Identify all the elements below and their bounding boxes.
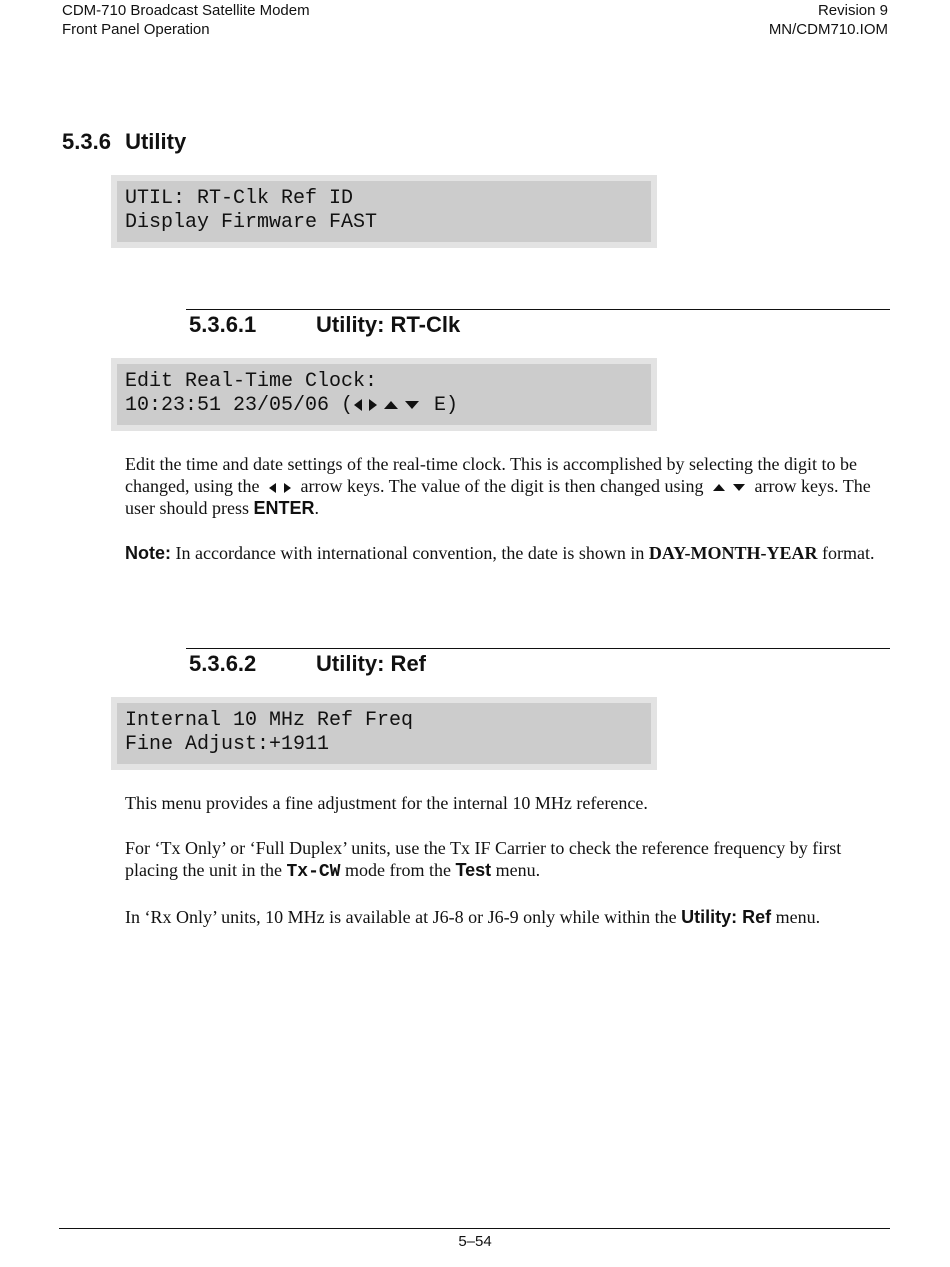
subsection-title: Utility: RT-Clk bbox=[316, 312, 461, 337]
arrow-down-icon bbox=[404, 400, 420, 410]
lcd-display-rtclk bbox=[111, 358, 657, 431]
header-revision: Revision 9 bbox=[817, 2, 888, 19]
lcd-enter-suffix: E) bbox=[422, 394, 459, 417]
subsection-heading-rtclk bbox=[189, 312, 460, 338]
lcd-display-util bbox=[111, 175, 657, 248]
ref-description: This menu provides a fine adjustment for the internal 10 MHz reference. bbox=[125, 793, 648, 813]
date-format-label: DAY-MONTH-YEAR bbox=[648, 543, 818, 563]
lcd-line-1: UTIL: RT-Clk Ref ID bbox=[125, 187, 354, 210]
lcd-line-2: Display Firmware FAST bbox=[125, 211, 378, 234]
rtclk-description: Edit the time and date settings of the real-time clock. This is accomplished by selecting the digit to be changed, using the arrow keys. The value of the digit is then changed using arrow keys. The user should press ENTER. bbox=[125, 454, 871, 518]
utility-ref-menu-label: Utility: Ref bbox=[681, 907, 772, 927]
lcd-line-1: Internal 10 MHz Ref Freq bbox=[125, 709, 414, 732]
arrow-left-icon bbox=[353, 398, 363, 412]
subsection-heading-ref bbox=[189, 651, 426, 677]
lcd-display-ref bbox=[111, 697, 657, 770]
ref-rx-only-note: In ‘Rx Only’ units, 10 MHz is available at J6-8 or J6-9 only while within the Utility: Ref menu. bbox=[125, 907, 821, 927]
enter-key-label: ENTER bbox=[253, 498, 315, 518]
section-heading bbox=[62, 129, 186, 155]
note-label: Note: bbox=[125, 543, 171, 563]
lcd-line-1: Edit Real-Time Clock: bbox=[125, 370, 378, 393]
section-title: Utility bbox=[125, 129, 187, 154]
up-down-arrow-keys bbox=[712, 483, 746, 492]
page-header-right bbox=[769, 1, 888, 39]
arrow-right-icon bbox=[283, 482, 292, 494]
subsection-rule bbox=[186, 309, 890, 310]
subsection-number: 5.3.6.2 bbox=[189, 651, 257, 676]
page-header-left bbox=[62, 1, 310, 39]
ref-duplex-instructions: For ‘Tx Only’ or ‘Full Duplex’ units, use the Tx IF Carrier to check the reference frequency by first placing the unit in the Tx-CW mode from the Test menu. bbox=[125, 838, 842, 882]
arrow-down-icon bbox=[732, 483, 746, 492]
lcd-line-2: Fine Adjust:+1911 bbox=[125, 733, 330, 756]
header-doc-title: CDM-710 Broadcast Satellite Modem bbox=[62, 2, 310, 19]
test-menu-label: Test bbox=[455, 860, 492, 880]
footer-rule bbox=[59, 1228, 890, 1229]
rtclk-note: Note: In accordance with international convention, the date is shown in DAY-MONTH-YEAR format. bbox=[125, 543, 875, 563]
page-number: 5–54 bbox=[458, 1233, 492, 1250]
lcd-arrow-keys bbox=[353, 398, 420, 412]
lcd-time-date: 10:23:51 23/05/06 ( bbox=[125, 394, 354, 417]
left-right-arrow-keys bbox=[268, 482, 292, 494]
subsection-number: 5.3.6.1 bbox=[189, 312, 257, 337]
lcd-line-2 bbox=[125, 394, 651, 418]
arrow-right-icon bbox=[368, 398, 378, 412]
subsection-title: Utility: Ref bbox=[316, 651, 426, 676]
arrow-up-icon bbox=[712, 483, 726, 492]
header-chapter: Front Panel Operation bbox=[62, 21, 210, 38]
tx-cw-mode: Tx-CW bbox=[286, 862, 341, 882]
arrow-up-icon bbox=[383, 400, 399, 410]
subsection-rule bbox=[186, 648, 890, 649]
arrow-left-icon bbox=[268, 482, 277, 494]
header-doc-id: MN/CDM710.IOM bbox=[768, 21, 888, 38]
section-number: 5.3.6 bbox=[62, 129, 111, 154]
